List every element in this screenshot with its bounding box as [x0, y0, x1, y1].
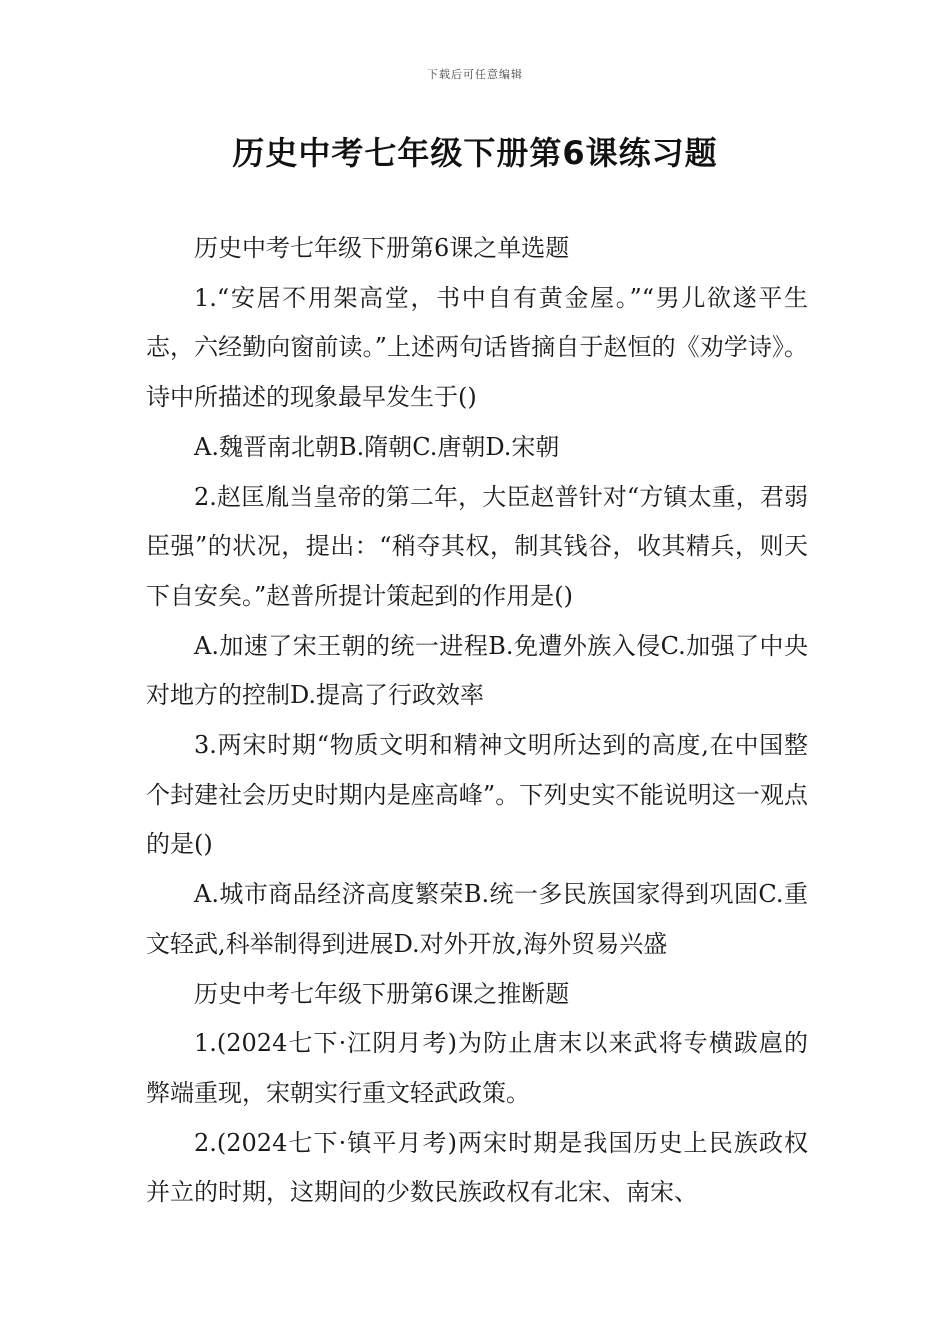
question-paragraph: 1.“安居不用架高堂，书中自有黄金屋。”“男儿欲遂平生志，六经勤向窗前读。”上述两句话皆摘自于赵恒的《劝学诗》。诗中所描述的现象最早发生于(): [146, 283, 808, 412]
answer-options: A.城市商品经济高度繁荣B.统一多民族国家得到巩固C.重文轻武,科举制得到进展D.对外开放,海外贸易兴盛: [146, 880, 808, 958]
answer-options: A.魏晋南北朝B.隋朝C.唐朝D.宋朝: [194, 432, 560, 461]
document-body: [146, 224, 808, 1218]
question-paragraph: 2.赵匡胤当皇帝的第二年，大臣赵普针对“方镇太重，君弱臣强”的状况，提出：“稍夺其权，制其钱谷，收其精兵，则天下自安矣。”赵普所提计策起到的作用是(): [146, 482, 808, 610]
page-header-note: 下载后可任意编辑: [427, 68, 523, 81]
question-paragraph: 2.(2024七下·镇平月考)两宋时期是我国历史上民族政权并立的时期，这期间的少数民族政权有北宋、南宋、: [146, 1128, 808, 1207]
question-paragraph: 1.(2024七下·江阴月考)为防止唐末以来武将专横跋扈的弊端重现，宋朝实行重文轻武政策。: [146, 1029, 808, 1107]
document-title: 历史中考七年级下册第6课练习题: [232, 134, 718, 172]
section-heading-single-choice: 历史中考七年级下册第6课之单选题: [194, 234, 570, 262]
section-heading-judgment: 历史中考七年级下册第6课之推断题: [194, 979, 570, 1008]
answer-options: A.加速了宋王朝的统一进程B.免遭外族入侵C.加强了中央对地方的控制D.提高了行政效率: [146, 631, 808, 710]
question-paragraph: 3.两宋时期“物质文明和精神文明所达到的高度,在中国整个封建社会历史时期内是座高峰”。下列史实不能说明这一观点的是(): [146, 731, 808, 859]
